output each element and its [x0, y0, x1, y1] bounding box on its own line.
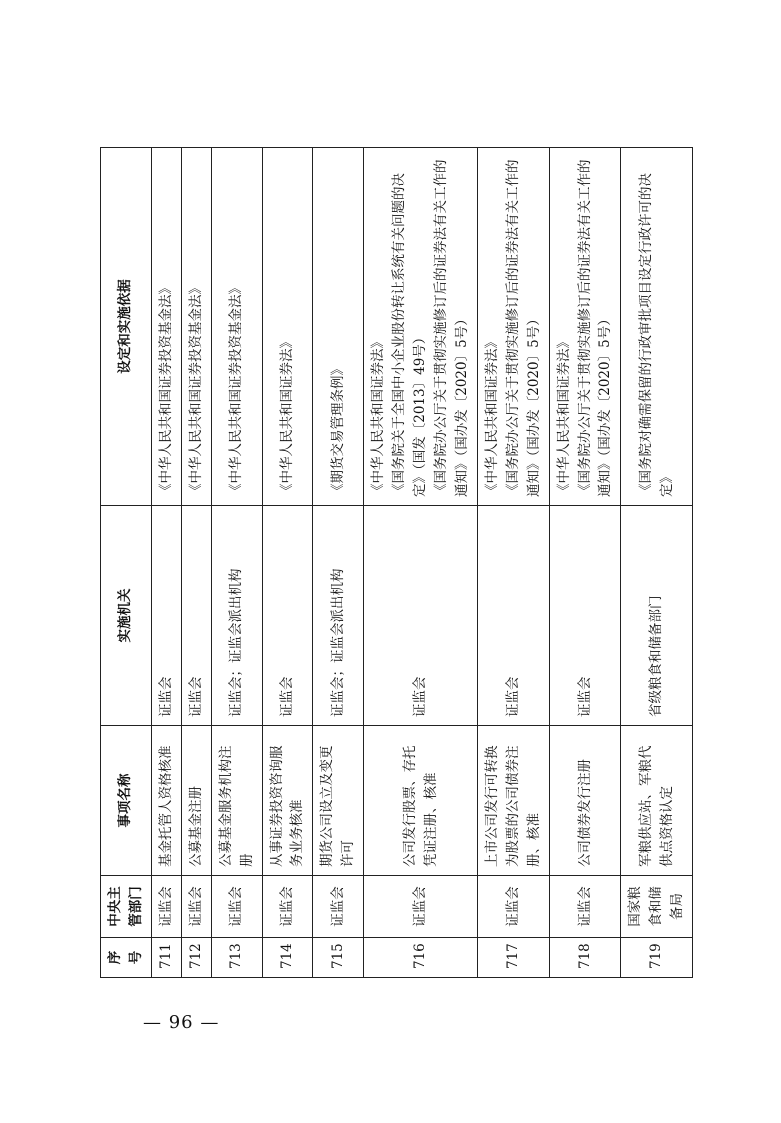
- approval-items-table: [100, 147, 693, 978]
- table-row: [621, 148, 693, 978]
- cell-dept: 国家粮食和储备局: [621, 876, 693, 938]
- cell-item: 从事证券投资咨询服务业务核准: [262, 726, 313, 876]
- basis-line: 《国务院办公厅关于贯彻实施修订后的证券法有关工作的通知》（国办发〔2020〕5号）: [432, 159, 470, 497]
- table-row: [313, 148, 364, 978]
- cell-item: 军粮供应站、军粮代供点资格认定: [621, 726, 693, 876]
- cell-item: 公募基金注册: [181, 726, 211, 876]
- cell-dept: 证监会: [549, 876, 621, 938]
- table-row: [364, 148, 478, 978]
- cell-agency: 证监会；证监会派出机构: [313, 506, 364, 726]
- cell-basis: [621, 148, 693, 506]
- page-number: — 96 —: [143, 1012, 220, 1033]
- header-basis: 设定和实施依据: [101, 148, 152, 506]
- cell-agency: 证监会: [549, 506, 621, 726]
- cell-dept: 证监会: [364, 876, 478, 938]
- cell-agency: 证监会: [262, 506, 313, 726]
- basis-line: 《中华人民共和国证券投资基金法》: [228, 281, 245, 497]
- basis-line: 《期货交易管理条例》: [329, 362, 346, 497]
- cell-basis: [151, 148, 181, 506]
- cell-basis: [262, 148, 313, 506]
- cell-seq: 717: [477, 938, 549, 978]
- basis-line: 《国务院办公厅关于贯彻实施修订后的证券法有关工作的通知》（国办发〔2020〕5号）: [576, 159, 614, 497]
- cell-item: 公募基金服务机构注册: [211, 726, 262, 876]
- table-row: [549, 148, 621, 978]
- cell-item: 期货公司设立及变更许可: [313, 726, 364, 876]
- table-header-row: [101, 148, 152, 978]
- header-agency: 实施机关: [101, 506, 152, 726]
- basis-line: 《中华人民共和国证券投资基金法》: [187, 281, 204, 497]
- cell-basis: [549, 148, 621, 506]
- cell-dept: 证监会: [313, 876, 364, 938]
- basis-line: 《国务院关于全国中小企业股份转让系统有关问题的决定》（国发〔2013〕49号）: [391, 173, 429, 497]
- cell-seq: 718: [549, 938, 621, 978]
- table-row: [151, 148, 181, 978]
- cell-basis: [181, 148, 211, 506]
- cell-item: 公司发行股票、存托凭证注册、核准: [364, 726, 478, 876]
- cell-agency: 证监会: [151, 506, 181, 726]
- table-row: [262, 148, 313, 978]
- basis-line: 《国务院办公厅关于贯彻实施修订后的证券法有关工作的通知》（国办发〔2020〕5号）: [504, 159, 542, 497]
- cell-dept: 证监会: [477, 876, 549, 938]
- cell-agency: 省级粮食和储备部门: [621, 506, 693, 726]
- cell-dept: 证监会: [211, 876, 262, 938]
- cell-basis: [364, 148, 478, 506]
- cell-item: 基金托管人资格核准: [151, 726, 181, 876]
- basis-line: 《中华人民共和国证券法》: [370, 335, 387, 497]
- basis-line: 《中华人民共和国证券投资基金法》: [157, 281, 174, 497]
- table-row: [181, 148, 211, 978]
- table-row: [211, 148, 262, 978]
- cell-dept: 证监会: [181, 876, 211, 938]
- header-dept: 中央主管部门: [101, 876, 152, 938]
- cell-agency: 证监会: [181, 506, 211, 726]
- cell-agency: 证监会；证监会派出机构: [211, 506, 262, 726]
- cell-dept: 证监会: [151, 876, 181, 938]
- cell-basis: [313, 148, 364, 506]
- table-row: [477, 148, 549, 978]
- basis-line: 《中华人民共和国证券法》: [555, 335, 572, 497]
- basis-line: 《国务院对确需保留的行政审批项目设定行政许可的决定》: [637, 173, 675, 497]
- cell-seq: 716: [364, 938, 478, 978]
- cell-basis: [477, 148, 549, 506]
- cell-item: 上市公司发行可转换为股票的公司债券注册、核准: [477, 726, 549, 876]
- header-item: 事项名称: [101, 726, 152, 876]
- cell-agency: 证监会: [477, 506, 549, 726]
- cell-seq: 711: [151, 938, 181, 978]
- header-seq: 序号: [101, 938, 152, 978]
- basis-line: 《中华人民共和国证券法》: [483, 335, 500, 497]
- cell-item: 公司债券发行注册: [549, 726, 621, 876]
- cell-basis: [211, 148, 262, 506]
- cell-seq: 714: [262, 938, 313, 978]
- cell-seq: 715: [313, 938, 364, 978]
- cell-seq: 719: [621, 938, 693, 978]
- cell-dept: 证监会: [262, 876, 313, 938]
- rotated-table-container: [100, 148, 686, 978]
- cell-seq: 713: [211, 938, 262, 978]
- basis-line: 《中华人民共和国证券法》: [278, 335, 295, 497]
- cell-agency: 证监会: [364, 506, 478, 726]
- cell-seq: 712: [181, 938, 211, 978]
